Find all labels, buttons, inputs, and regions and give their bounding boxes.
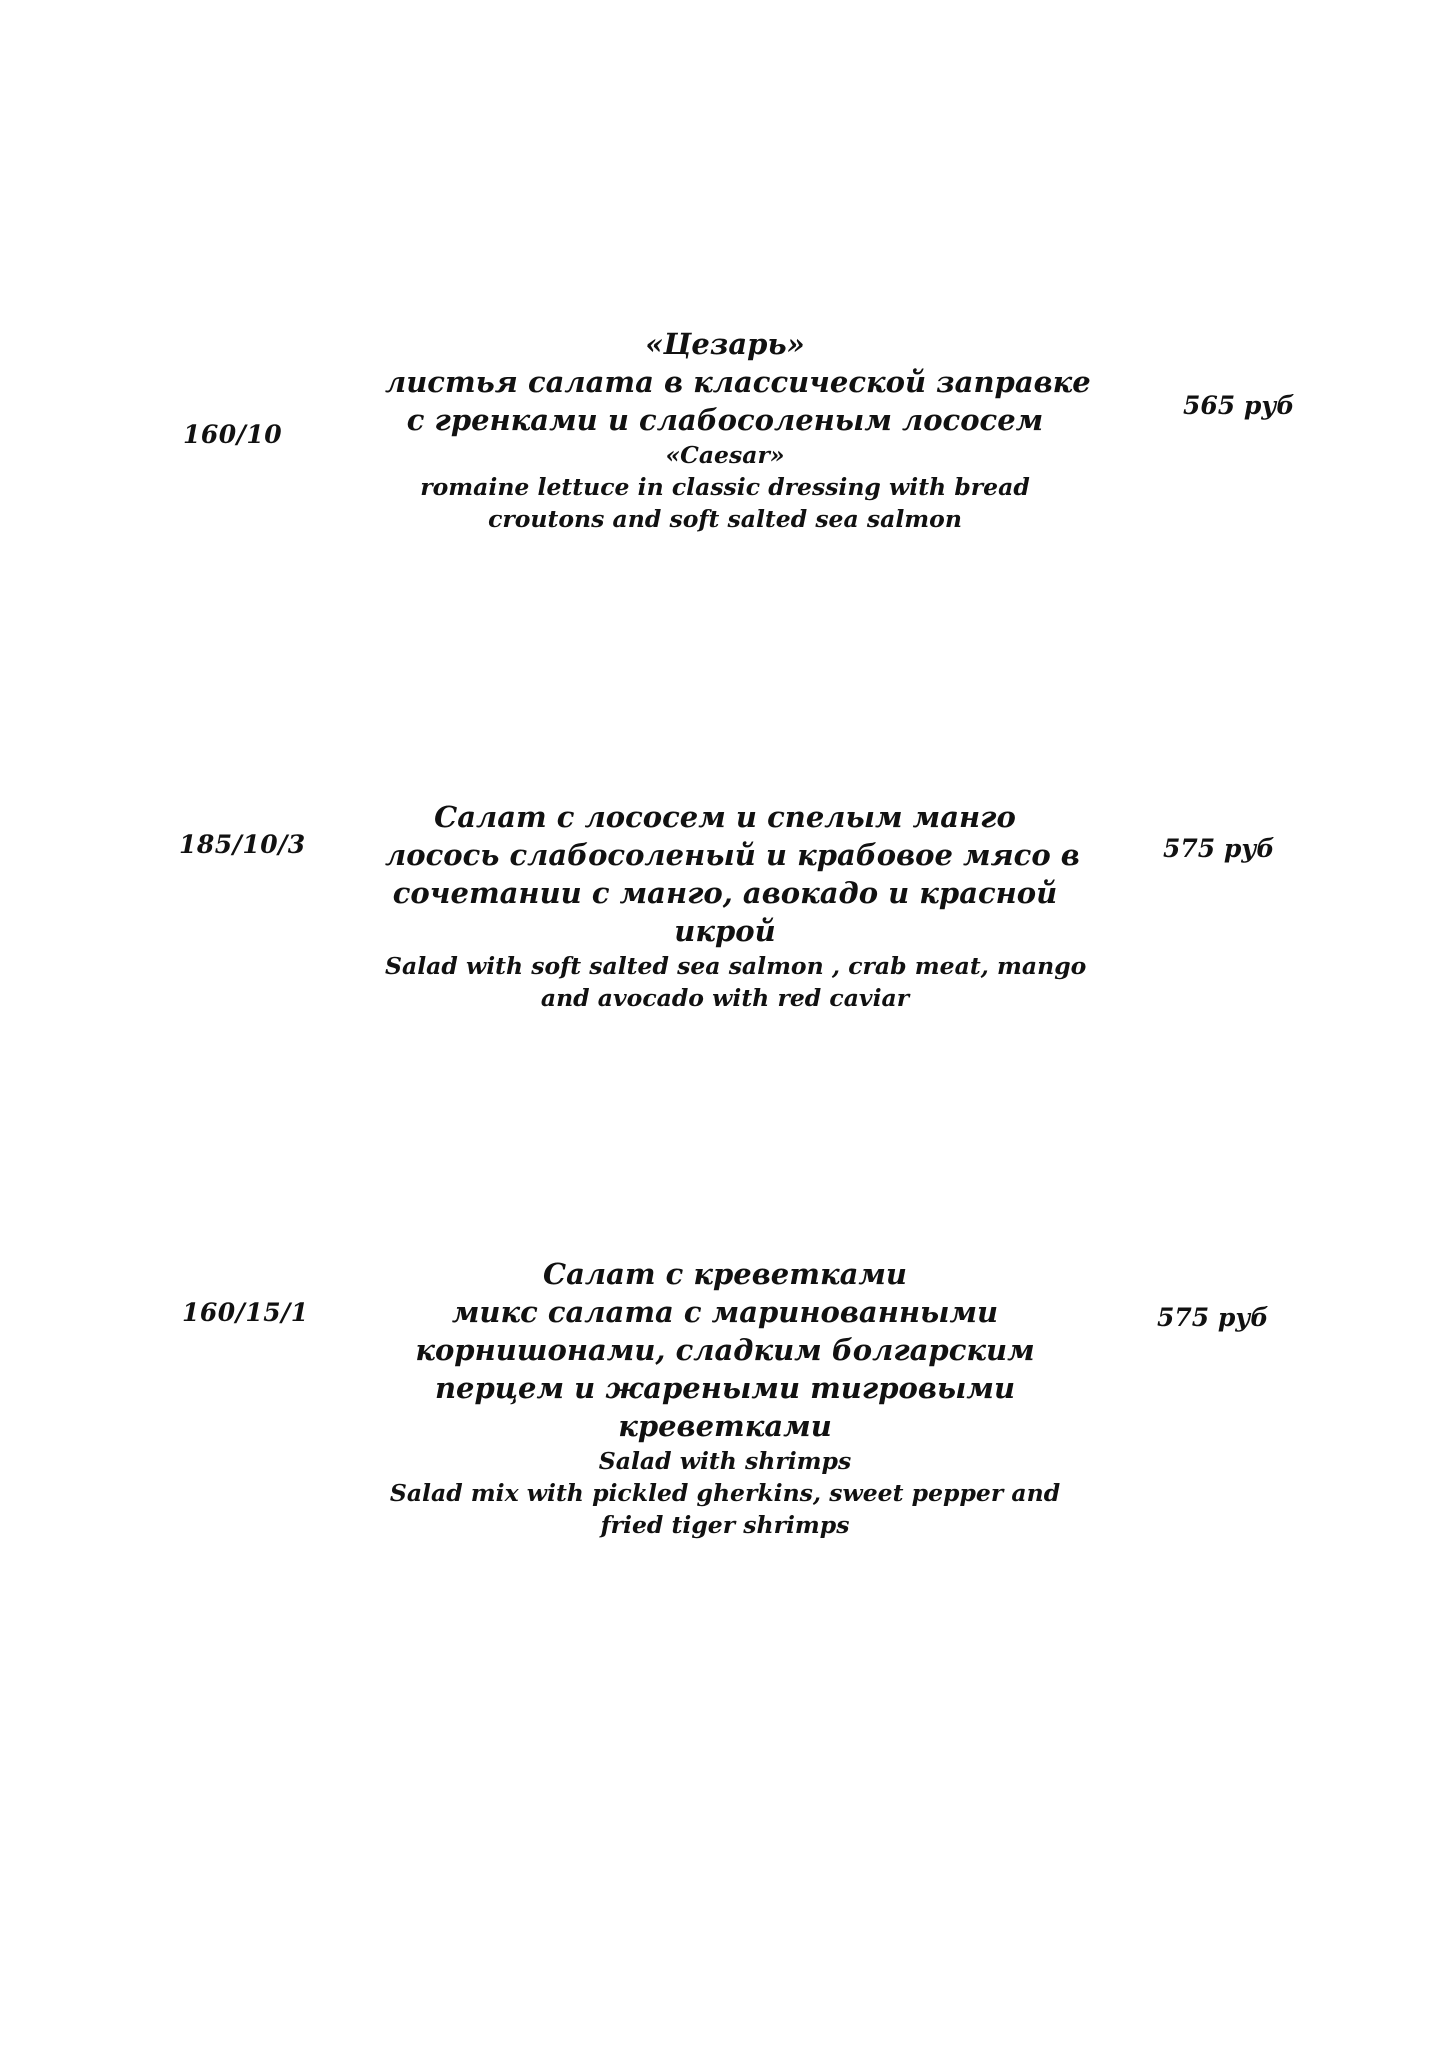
dish-desc-en-line: romaine lettuce in classic dressing with bread: [420, 473, 1030, 501]
dish-description: [385, 325, 1091, 535]
dish-desc-en-line: Salad mix with pickled gherkins, sweet pepper and: [389, 1479, 1061, 1507]
dish-title-ru: «Цезарь»: [645, 327, 805, 361]
dish-title-en: Salad with shrimps: [598, 1447, 852, 1475]
dish-desc-ru-line: микс салата с маринованными: [451, 1295, 999, 1329]
dish-desc-ru-line: с гренками и слабосоленым лососем: [406, 403, 1044, 437]
dish-price: 575 руб: [1157, 1303, 1269, 1332]
dish-description: [385, 1255, 1065, 1541]
dish-weight: 160/10: [183, 420, 283, 449]
dish-desc-ru-line: лосось слабосоленый и крабовое мясо в: [385, 838, 1080, 872]
dish-desc-ru-line: креветками: [618, 1409, 832, 1443]
dish-description: [385, 798, 1087, 1014]
dish-desc-ru-line: сочетании с манго, авокадо и красной: [392, 876, 1058, 910]
dish-desc-en-line: croutons and soft salted sea salmon: [488, 505, 962, 533]
dish-title-ru: Салат с креветками: [542, 1257, 908, 1291]
dish-title-ru: Салат с лососем и спелым манго: [434, 800, 1016, 834]
dish-weight: 185/10/3: [179, 830, 306, 859]
dish-desc-ru-line: корнишонами, сладким болгарским: [415, 1333, 1035, 1367]
dish-desc-ru-line: икрой: [674, 914, 776, 948]
dish-desc-ru-line: листья салата в классической заправке: [385, 365, 1091, 399]
dish-price: 575 руб: [1163, 834, 1275, 863]
dish-price: 565 руб: [1183, 391, 1295, 420]
dish-weight: 160/15/1: [182, 1298, 309, 1327]
dish-desc-en-line: and avocado with red caviar: [540, 984, 910, 1012]
dish-desc-ru-line: перцем и жареными тигровыми: [434, 1371, 1016, 1405]
dish-title-en: «Caesar»: [665, 441, 785, 469]
dish-desc-en-line: Salad with soft salted sea salmon , crab meat, mango: [385, 952, 1087, 980]
dish-desc-en-line: fried tiger shrimps: [600, 1511, 850, 1539]
